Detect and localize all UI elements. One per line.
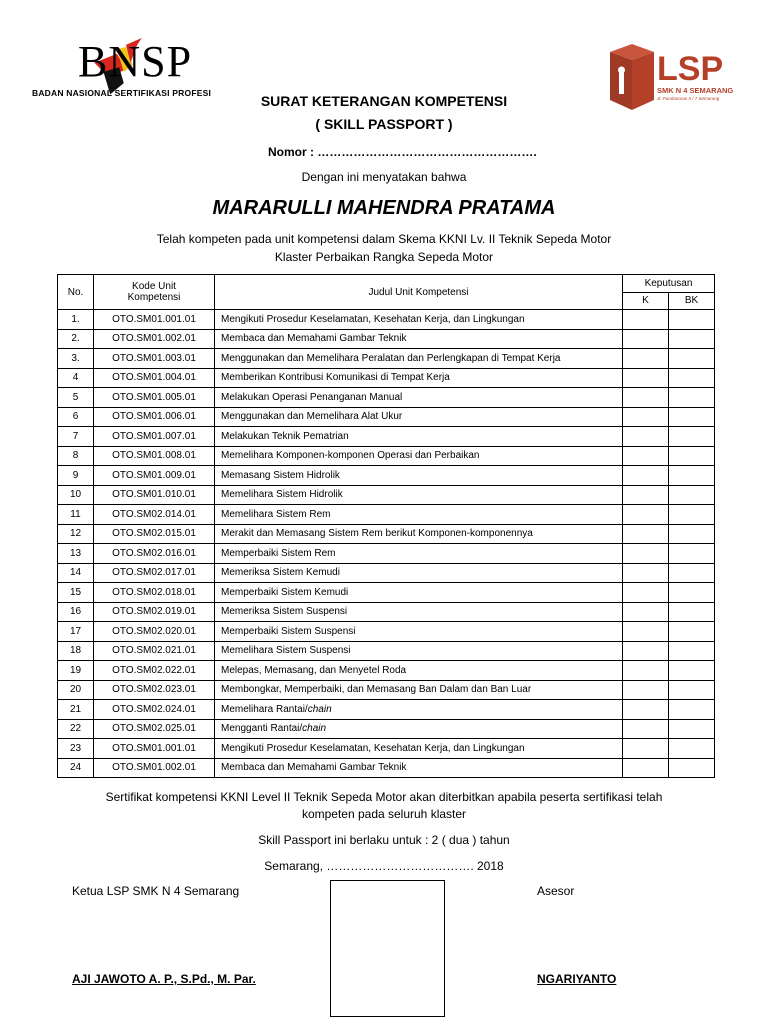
row-k-checkbox[interactable] <box>623 602 669 622</box>
row-no: 22 <box>58 719 94 739</box>
competency-table-body <box>58 310 715 778</box>
row-kode: OTO.SM02.015.01 <box>94 524 215 544</box>
row-kode: OTO.SM02.021.01 <box>94 641 215 661</box>
table-row <box>58 739 715 759</box>
row-bk-checkbox[interactable] <box>669 329 715 349</box>
row-k-checkbox[interactable] <box>623 388 669 408</box>
row-k-checkbox[interactable] <box>623 622 669 642</box>
row-k-checkbox[interactable] <box>623 583 669 603</box>
scheme-line-2: Klaster Perbaikan Rangka Sepeda Motor <box>274 250 494 264</box>
row-judul <box>215 602 623 622</box>
row-judul-text: Mengikuti Prosedur Keselamatan, Kesehatan Kerja, dan Lingkungan <box>221 742 525 754</box>
row-judul-text: Menggunakan dan Memelihara Alat Ukur <box>221 411 403 423</box>
row-k-checkbox[interactable] <box>623 485 669 505</box>
row-judul-text: Memperbaiki Sistem Kemudi <box>221 586 349 598</box>
table-row <box>58 427 715 447</box>
row-k-checkbox[interactable] <box>623 466 669 486</box>
row-no: 1. <box>58 310 94 330</box>
header-no: No. <box>58 275 94 310</box>
header-kode-line2: Kompetensi <box>127 292 181 303</box>
row-no: 15 <box>58 583 94 603</box>
row-judul <box>215 524 623 544</box>
row-kode: OTO.SM02.019.01 <box>94 602 215 622</box>
row-k-checkbox[interactable] <box>623 758 669 778</box>
row-k-checkbox[interactable] <box>623 407 669 427</box>
row-judul <box>215 544 623 564</box>
row-no: 3. <box>58 349 94 369</box>
row-k-checkbox[interactable] <box>623 680 669 700</box>
row-kode: OTO.SM01.006.01 <box>94 407 215 427</box>
row-k-checkbox[interactable] <box>623 427 669 447</box>
row-no: 10 <box>58 485 94 505</box>
lsp-logo-text: LSP <box>657 50 724 88</box>
row-bk-checkbox[interactable] <box>669 466 715 486</box>
header-keputusan: Keputusan <box>623 275 715 293</box>
table-row <box>58 661 715 681</box>
table-row <box>58 329 715 349</box>
row-judul <box>215 310 623 330</box>
validity-text: Skill Passport ini berlaku untuk : 2 ( dua ) tahun <box>258 833 510 847</box>
row-judul <box>215 661 623 681</box>
recipient-name: MARARULLI MAHENDRA PRATAMA <box>212 197 556 219</box>
certificate-note-line-1: Sertifikat kompetensi KKNI Level II Teknik Sepeda Motor akan diterbitkan apabila peserta sertifikasi telah <box>105 790 663 804</box>
row-judul <box>215 388 623 408</box>
row-no: 7 <box>58 427 94 447</box>
row-kode: OTO.SM01.002.01 <box>94 329 215 349</box>
row-kode: OTO.SM01.008.01 <box>94 446 215 466</box>
row-judul-text: Memperbaiki Sistem Rem <box>221 547 336 559</box>
row-no: 16 <box>58 602 94 622</box>
row-k-checkbox[interactable] <box>623 310 669 330</box>
row-no: 21 <box>58 700 94 720</box>
row-bk-checkbox[interactable] <box>669 602 715 622</box>
row-no: 13 <box>58 544 94 564</box>
row-bk-checkbox[interactable] <box>669 719 715 739</box>
document-title: SURAT KETERANGAN KOMPETENSI <box>260 93 508 109</box>
place-date: Semarang, ………………………………. 2018 <box>264 859 504 873</box>
row-kode: OTO.SM01.001.01 <box>94 739 215 759</box>
row-no: 9 <box>58 466 94 486</box>
header-judul: Judul Unit Kompetensi <box>215 275 623 310</box>
asesor-name: NGARIYANTO <box>537 972 617 986</box>
row-kode: OTO.SM02.014.01 <box>94 505 215 525</box>
lsp-subtitle: SMK N 4 SEMARANG <box>657 86 734 95</box>
competency-table <box>57 274 715 778</box>
table-row <box>58 524 715 544</box>
row-judul-text: Mengikuti Prosedur Keselamatan, Kesehatan Kerja, dan Lingkungan <box>221 313 525 325</box>
row-judul-text: Membongkar, Memperbaiki, dan Memasang Ban Dalam dan Ban Luar <box>221 684 532 696</box>
row-judul <box>215 680 623 700</box>
row-bk-checkbox[interactable] <box>669 661 715 681</box>
row-judul-text: Memasang Sistem Hidrolik <box>221 469 340 481</box>
row-judul <box>215 505 623 525</box>
row-no: 5 <box>58 388 94 408</box>
row-no: 17 <box>58 622 94 642</box>
row-judul-text: Memberikan Kontribusi Komunikasi di Tempat Kerja <box>221 372 450 384</box>
row-judul <box>215 758 623 778</box>
table-row <box>58 622 715 642</box>
table-row <box>58 349 715 369</box>
row-judul <box>215 622 623 642</box>
row-kode: OTO.SM01.003.01 <box>94 349 215 369</box>
row-k-checkbox[interactable] <box>623 368 669 388</box>
document-number: Nomor : ………………………………………………. <box>268 145 537 159</box>
table-row <box>58 700 715 720</box>
row-no: 23 <box>58 739 94 759</box>
row-bk-checkbox[interactable] <box>669 368 715 388</box>
row-k-checkbox[interactable] <box>623 719 669 739</box>
table-row <box>58 466 715 486</box>
row-judul-text: Memelihara Sistem Rem <box>221 508 331 520</box>
row-no: 12 <box>58 524 94 544</box>
table-row <box>58 505 715 525</box>
table-row <box>58 758 715 778</box>
row-judul-text: Menggunakan dan Memelihara Peralatan dan Perlengkapan di Tempat Kerja <box>221 352 561 364</box>
row-judul <box>215 739 623 759</box>
row-judul <box>215 329 623 349</box>
row-no: 20 <box>58 680 94 700</box>
row-no: 11 <box>58 505 94 525</box>
header-kode <box>94 275 215 310</box>
row-kode: OTO.SM02.024.01 <box>94 700 215 720</box>
row-judul-text: Memelihara Rantai/ <box>221 703 308 715</box>
row-judul <box>215 349 623 369</box>
row-judul <box>215 407 623 427</box>
row-no: 18 <box>58 641 94 661</box>
row-bk-checkbox[interactable] <box>669 446 715 466</box>
row-kode: OTO.SM02.017.01 <box>94 563 215 583</box>
certificate-note-line-2: kompeten pada seluruh klaster <box>301 807 467 821</box>
row-judul-text: Melepas, Memasang, dan Menyetel Roda <box>221 664 407 676</box>
bnsp-logo-text: BNSP <box>78 37 193 86</box>
row-judul-text: Membaca dan Memahami Gambar Teknik <box>221 333 407 345</box>
row-judul-italic: chain <box>307 703 332 715</box>
row-bk-checkbox[interactable] <box>669 485 715 505</box>
row-judul <box>215 485 623 505</box>
row-k-checkbox[interactable] <box>623 544 669 564</box>
row-bk-checkbox[interactable] <box>669 563 715 583</box>
row-k-checkbox[interactable] <box>623 700 669 720</box>
row-judul-text: Memeriksa Sistem Suspensi <box>221 606 348 618</box>
bnsp-subtitle: BADAN NASIONAL SERTIFIKASI PROFESI <box>32 88 212 98</box>
row-kode: OTO.SM02.016.01 <box>94 544 215 564</box>
row-bk-checkbox[interactable] <box>669 505 715 525</box>
row-judul <box>215 583 623 603</box>
row-judul <box>215 368 623 388</box>
row-judul <box>215 446 623 466</box>
photo-box <box>330 880 445 1017</box>
row-bk-checkbox[interactable] <box>669 407 715 427</box>
table-row <box>58 719 715 739</box>
row-kode: OTO.SM01.009.01 <box>94 466 215 486</box>
row-judul <box>215 641 623 661</box>
row-k-checkbox[interactable] <box>623 563 669 583</box>
row-kode: OTO.SM02.020.01 <box>94 622 215 642</box>
table-row <box>58 602 715 622</box>
row-bk-checkbox[interactable] <box>669 622 715 642</box>
ketua-label: Ketua LSP SMK N 4 Semarang <box>72 884 240 898</box>
declaration-text: Dengan ini menyatakan bahwa <box>301 170 467 184</box>
ketua-name: AJI JAWOTO A. P., S.Pd., M. Par. <box>72 972 256 986</box>
row-judul <box>215 563 623 583</box>
row-bk-checkbox[interactable] <box>669 524 715 544</box>
row-no: 19 <box>58 661 94 681</box>
row-kode: OTO.SM01.007.01 <box>94 427 215 447</box>
header-bk: BK <box>669 292 715 310</box>
table-row <box>58 407 715 427</box>
row-bk-checkbox[interactable] <box>669 388 715 408</box>
table-row <box>58 544 715 564</box>
row-no: 14 <box>58 563 94 583</box>
scheme-line-1: Telah kompeten pada unit kompetensi dalam Skema KKNI Lv. II Teknik Sepeda Motor <box>156 232 612 246</box>
row-bk-checkbox[interactable] <box>669 427 715 447</box>
row-k-checkbox[interactable] <box>623 505 669 525</box>
row-no: 2. <box>58 329 94 349</box>
row-kode: OTO.SM01.005.01 <box>94 388 215 408</box>
lsp-address: Jl. Pandanaran II / 7 Semarang <box>657 96 720 101</box>
row-bk-checkbox[interactable] <box>669 758 715 778</box>
row-kode: OTO.SM01.010.01 <box>94 485 215 505</box>
row-k-checkbox[interactable] <box>623 739 669 759</box>
row-bk-checkbox[interactable] <box>669 310 715 330</box>
row-kode: OTO.SM01.004.01 <box>94 368 215 388</box>
table-row <box>58 680 715 700</box>
row-bk-checkbox[interactable] <box>669 349 715 369</box>
row-judul-text: Merakit dan Memasang Sistem Rem berikut Komponen-komponennya <box>221 528 533 540</box>
header-k: K <box>623 292 669 310</box>
row-judul <box>215 700 623 720</box>
row-no: 24 <box>58 758 94 778</box>
row-judul-text: Memelihara Komponen-komponen Operasi dan Perbaikan <box>221 450 480 462</box>
table-row <box>58 563 715 583</box>
row-judul-text: Memperbaiki Sistem Suspensi <box>221 625 356 637</box>
row-kode: OTO.SM02.018.01 <box>94 583 215 603</box>
row-judul <box>215 466 623 486</box>
row-judul-text: Mengganti Rantai/ <box>221 723 303 735</box>
row-no: 6 <box>58 407 94 427</box>
row-bk-checkbox[interactable] <box>669 641 715 661</box>
row-kode: OTO.SM01.002.01 <box>94 758 215 778</box>
row-judul-text: Membaca dan Memahami Gambar Teknik <box>221 762 407 774</box>
row-k-checkbox[interactable] <box>623 446 669 466</box>
row-k-checkbox[interactable] <box>623 329 669 349</box>
row-bk-checkbox[interactable] <box>669 680 715 700</box>
row-k-checkbox[interactable] <box>623 661 669 681</box>
table-row <box>58 485 715 505</box>
row-judul <box>215 719 623 739</box>
row-bk-checkbox[interactable] <box>669 700 715 720</box>
table-row <box>58 583 715 603</box>
table-row <box>58 641 715 661</box>
row-no: 4 <box>58 368 94 388</box>
row-judul-text: Melakukan Operasi Penanganan Manual <box>221 391 403 403</box>
row-no: 8 <box>58 446 94 466</box>
document-subtitle: ( SKILL PASSPORT ) <box>315 116 453 132</box>
row-judul-text: Memelihara Sistem Suspensi <box>221 645 351 657</box>
table-row <box>58 388 715 408</box>
row-kode: OTO.SM02.023.01 <box>94 680 215 700</box>
row-kode: OTO.SM02.025.01 <box>94 719 215 739</box>
row-bk-checkbox[interactable] <box>669 583 715 603</box>
row-judul-text: Memelihara Sistem Hidrolik <box>221 489 343 501</box>
row-judul-text: Melakukan Teknik Pematrian <box>221 430 349 442</box>
row-bk-checkbox[interactable] <box>669 739 715 759</box>
row-k-checkbox[interactable] <box>623 349 669 369</box>
row-k-checkbox[interactable] <box>623 524 669 544</box>
header-kode-line1: Kode Unit <box>132 281 176 292</box>
row-judul <box>215 427 623 447</box>
table-row <box>58 310 715 330</box>
row-kode: OTO.SM02.022.01 <box>94 661 215 681</box>
row-bk-checkbox[interactable] <box>669 544 715 564</box>
row-k-checkbox[interactable] <box>623 641 669 661</box>
row-kode: OTO.SM01.001.01 <box>94 310 215 330</box>
table-row <box>58 368 715 388</box>
asesor-label: Asesor <box>537 884 575 898</box>
table-row <box>58 446 715 466</box>
row-judul-italic: chain <box>302 723 327 735</box>
row-judul-text: Memeriksa Sistem Kemudi <box>221 567 340 579</box>
